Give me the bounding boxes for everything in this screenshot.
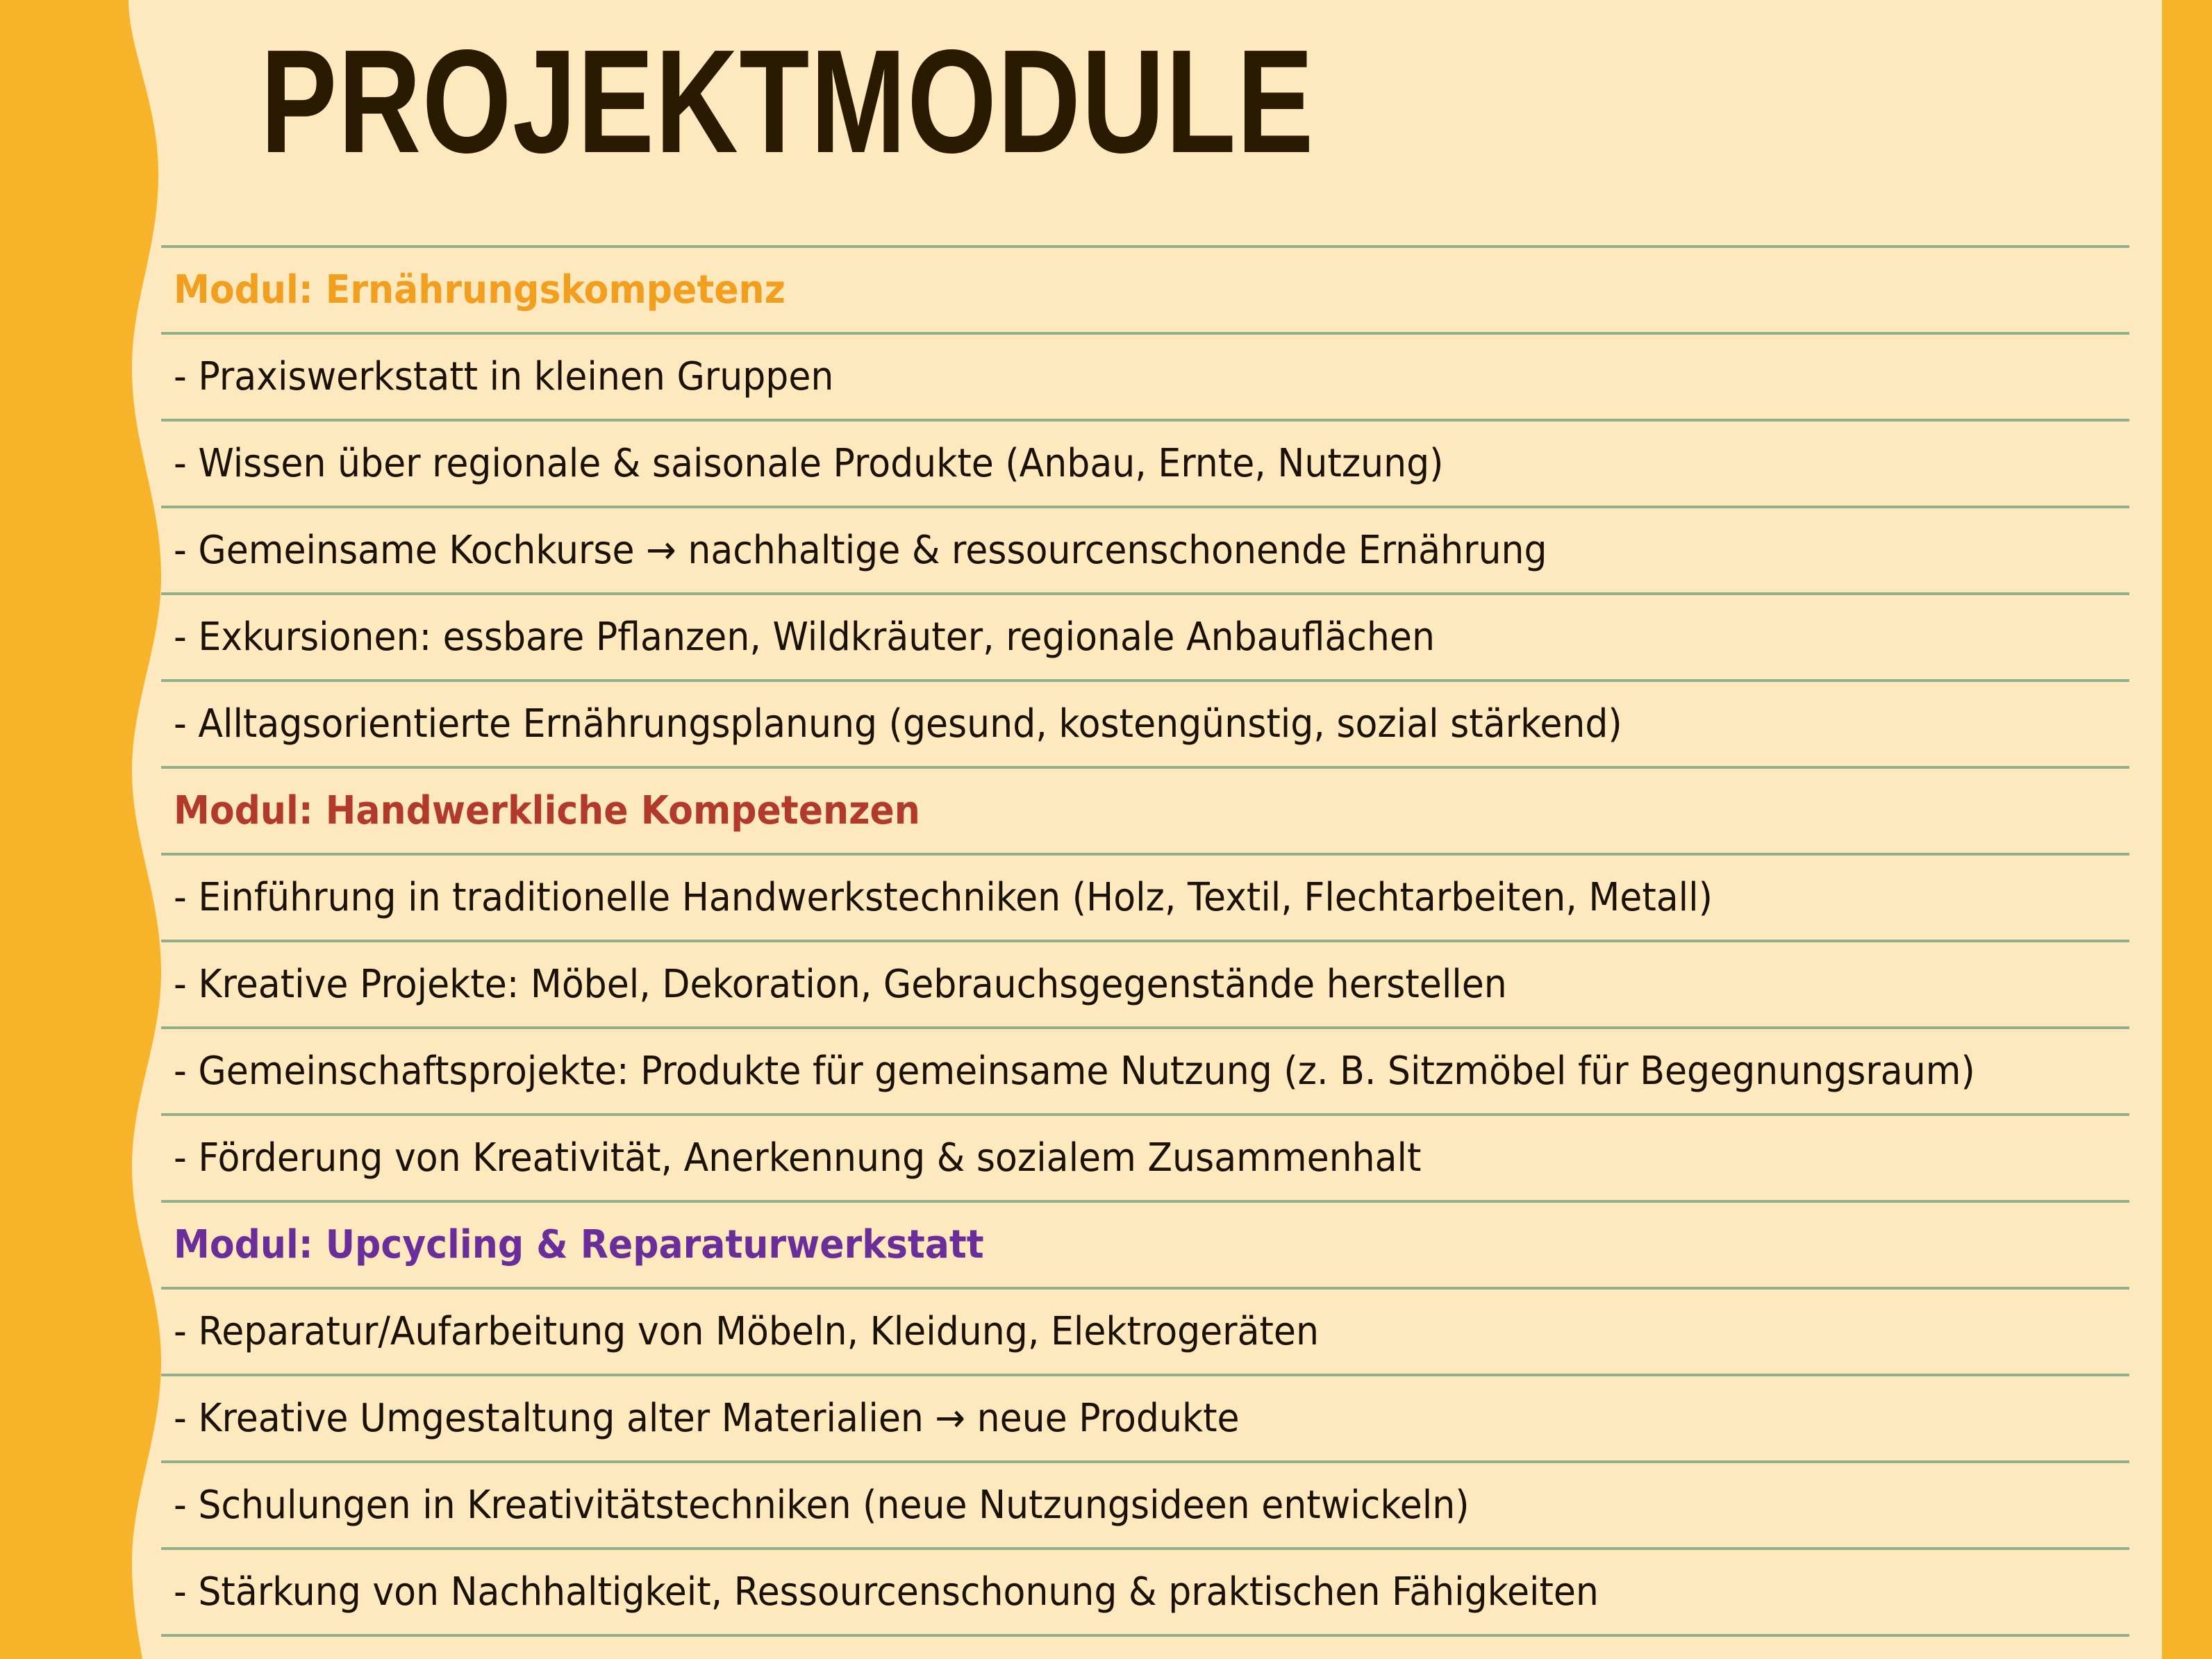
module-item-text: - Kreative Projekte: Möbel, Dekoration, Gebrauchsgegenstände herstellen bbox=[174, 962, 1507, 1007]
module-item bbox=[161, 335, 2129, 422]
module-heading-label: Modul: Handwerkliche Kompetenzen bbox=[174, 788, 920, 833]
module-item-text: - Einführung in traditionelle Handwerkstechniken (Holz, Textil, Flechtarbeiten, Metall) bbox=[174, 875, 1713, 920]
module-item bbox=[161, 422, 2129, 508]
module-heading-label: Modul: Upcycling & Reparaturwerkstatt bbox=[174, 1222, 984, 1267]
module-item-text: - Förderung von Kreativität, Anerkennung & sozialem Zusammenhalt bbox=[174, 1135, 1422, 1181]
module-heading-upcycling bbox=[161, 1203, 2129, 1290]
module-item bbox=[161, 508, 2129, 595]
module-heading-ernaehrung bbox=[161, 248, 2129, 335]
left-orange-wave bbox=[0, 0, 161, 1659]
right-accent-band bbox=[2162, 0, 2212, 1659]
module-item-text: - Gemeinschaftsprojekte: Produkte für gemeinsame Nutzung (z. B. Sitzmöbel für Begegnungsraum) bbox=[174, 1049, 1975, 1094]
module-item-text: - Alltagsorientierte Ernährungsplanung (gesund, kostengünstig, sozial stärkend) bbox=[174, 701, 1622, 747]
module-item bbox=[161, 856, 2129, 942]
module-item-text: - Reparatur/Aufarbeitung von Möbeln, Kleidung, Elektrogeräten bbox=[174, 1309, 1319, 1354]
module-item-text: - Kreative Umgestaltung alter Materialien → neue Produkte bbox=[174, 1396, 1240, 1441]
module-heading-label: Modul: Ernährungskompetenz bbox=[174, 267, 785, 312]
module-item-text: - Schulungen in Kreativitätstechniken (neue Nutzungsideen entwickeln) bbox=[174, 1483, 1470, 1528]
module-item-text: - Stärkung von Nachhaltigkeit, Ressourcenschonung & praktischen Fähigkeiten bbox=[174, 1569, 1599, 1615]
module-item-text: - Praxiswerkstatt in kleinen Gruppen bbox=[174, 354, 834, 399]
module-item bbox=[161, 1290, 2129, 1376]
module-item bbox=[161, 1463, 2129, 1550]
page-title: PROJEKTMODULE bbox=[260, 19, 1315, 183]
module-item bbox=[161, 682, 2129, 769]
module-item bbox=[161, 1029, 2129, 1116]
module-item-text: - Gemeinsame Kochkurse → nachhaltige & ressourcenschonende Ernährung bbox=[174, 528, 1547, 573]
module-table bbox=[161, 245, 2129, 1637]
module-item bbox=[161, 942, 2129, 1029]
module-item bbox=[161, 1550, 2129, 1637]
module-item bbox=[161, 1116, 2129, 1203]
module-item-text: - Exkursionen: essbare Pflanzen, Wildkräuter, regionale Anbauflächen bbox=[174, 615, 1435, 660]
module-item bbox=[161, 1376, 2129, 1463]
module-heading-handwerk bbox=[161, 769, 2129, 856]
module-item-text: - Wissen über regionale & saisonale Produkte (Anbau, Ernte, Nutzung) bbox=[174, 441, 1444, 486]
module-item bbox=[161, 595, 2129, 682]
